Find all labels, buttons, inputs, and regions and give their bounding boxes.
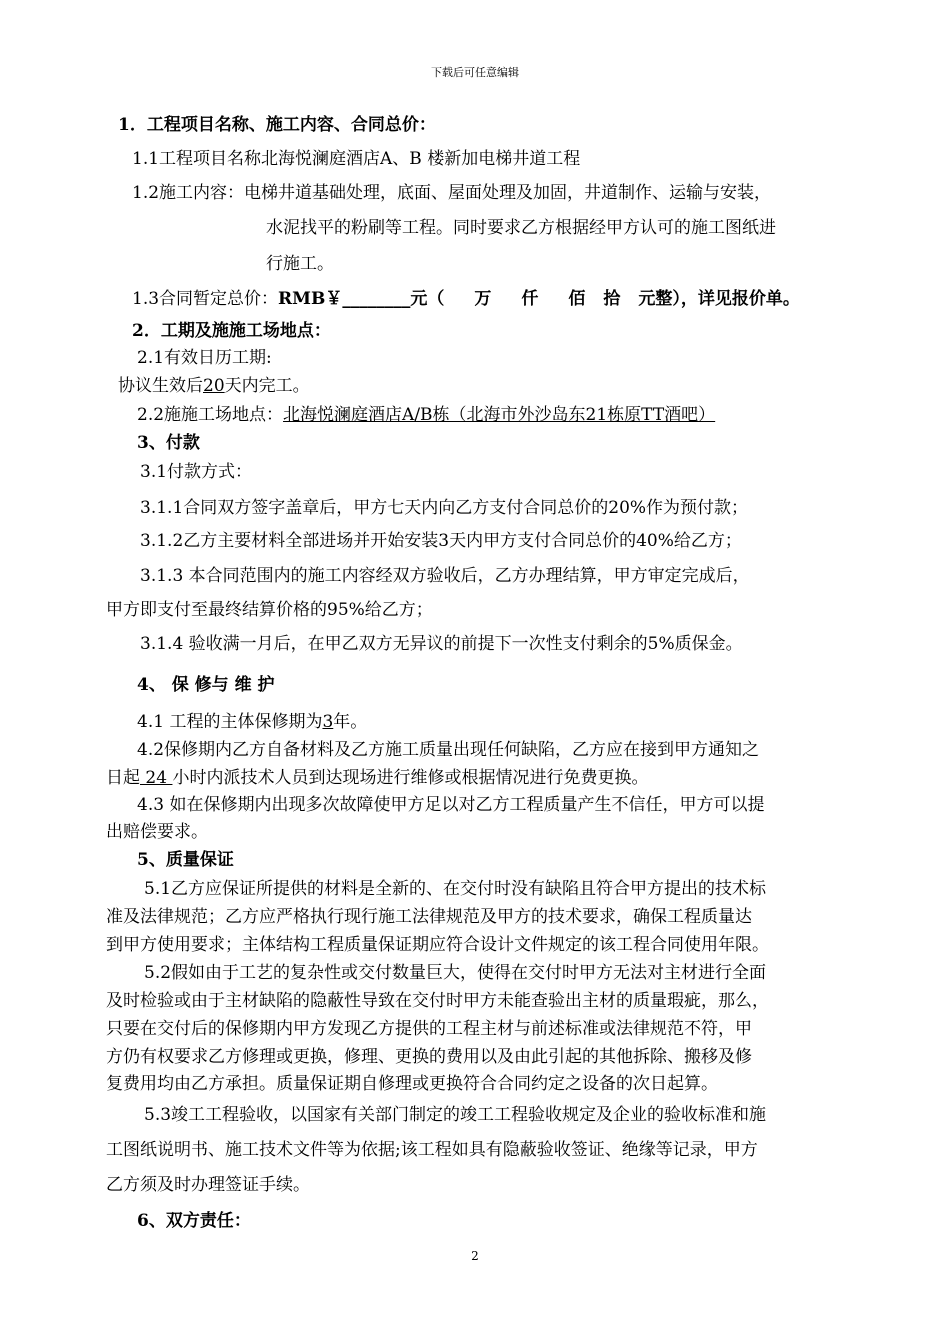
paragraph-1-1: 1.1工程项目名称北海悦澜庭酒店A、B 楼新加电梯井道工程 [132, 149, 581, 169]
paragraph-5-2-line-5: 复费用均由乙方承担。质量保证期自修理或更换符合合同约定之设备的次日起算。 [106, 1074, 718, 1094]
paragraph-5-1-line-3: 到甲方使用要求；主体结构工程质量保证期应符合设计文件规定的该工程合同使用年限。 [106, 935, 769, 955]
paragraph-2-1: 2.1有效日历工期: [137, 348, 272, 368]
paragraph-1-2-line-3: 行施工。 [266, 254, 334, 274]
completion-prefix: 协议生效后 [118, 376, 203, 396]
paragraph-3-1-1: 3.1.1合同双方签字盖章后，甲方七天内向乙方支付合同总价的20%作为预付款； [140, 498, 749, 518]
section-1-heading: 1．工程项目名称、施工内容、合同总价： [118, 115, 436, 135]
paragraph-5-3-line-1: 5.3竣工工程验收，以国家有关部门制定的竣工工程验收规定及企业的验收标准和施 [144, 1105, 767, 1125]
qian-label: 仟 [521, 289, 539, 309]
amount-blank: ________ [342, 289, 411, 309]
paragraph-4-3-line-1: 4.3 如在保修期内出现多次故障使甲方足以对乙方工程质量产生不信任，甲方可以提 [137, 795, 765, 815]
site-location: 北海悦澜庭酒店A/B栋（北海市外沙岛东21栋原TT酒吧） [283, 405, 716, 425]
paragraph-1-3 [132, 287, 800, 311]
paragraph-4-2-line-1: 4.2保修期内乙方自备材料及乙方施工质量出现任何缺陷，乙方应在接到甲方通知之 [137, 740, 760, 760]
paragraph-5-2-line-3: 只要在交付后的保修期内甲方发现乙方提供的工程主材与前述标准或法律规范不符，甲 [106, 1019, 752, 1039]
paragraph-5-3-line-2: 工图纸说明书、施工技术文件等为依据;该工程如具有隐蔽验收签证、绝缘等记录，甲方 [106, 1140, 758, 1160]
wan-label: 万 [474, 289, 492, 309]
paragraph-1-2-line-2: 水泥找平的粉刷等工程。同时要求乙方根据经甲方认可的施工图纸进 [266, 218, 776, 238]
paragraph-2-2 [137, 403, 715, 427]
yuan-zheng-label: 元整），详见报价单。 [638, 289, 800, 309]
paragraph-5-3-line-3: 乙方须及时办理签证手续。 [106, 1175, 310, 1195]
paragraph-5-1-line-1: 5.1乙方应保证所提供的材料是全新的、在交付时没有缺陷且符合甲方提出的技术标 [144, 879, 767, 899]
response-hours: 24 [140, 768, 173, 788]
yuan-label: 元（ [410, 289, 445, 309]
paragraph-3-1-3-line-2: 甲方即支付至最终结算价格的95%给乙方； [106, 600, 433, 620]
response-suffix: 小时内派技术人员到达现场进行维修或根据情况进行免费更换。 [172, 768, 649, 788]
warranty-prefix: 4.1 工程的主体保修期为 [137, 712, 323, 732]
paragraph-5-2-line-1: 5.2假如由于工艺的复杂性或交付数量巨大，使得在交付时甲方无法对主材进行全面 [144, 963, 767, 983]
shi-label: 拾 [603, 289, 621, 309]
paragraph-3-1-2: 3.1.2乙方主要材料全部进场并开始安装3天内甲方支付合同总价的40%给乙方； [140, 531, 742, 551]
site-label: 2.2施施工场地点： [137, 405, 284, 425]
warranty-suffix: 年。 [333, 712, 368, 732]
paragraph-3-1: 3.1付款方式： [140, 462, 253, 482]
currency-label: RMB￥ [278, 289, 343, 309]
section-6-heading: 6、双方责任： [137, 1211, 251, 1231]
paragraph-2-1-detail [118, 374, 310, 398]
section-2-heading: 2．工期及施施工场地点： [132, 321, 331, 341]
response-prefix: 日起 [106, 768, 140, 788]
section-3-heading: 3、付款 [137, 433, 200, 453]
page-number: 2 [471, 1249, 479, 1263]
bai-label: 佰 [568, 289, 586, 309]
paragraph-4-2-line-2 [106, 766, 648, 790]
paragraph-5-2-line-4: 方仍有权要求乙方修理或更换，修理、更换的费用以及由此引起的其他拆除、搬移及修 [106, 1047, 752, 1067]
warranty-years: 3 [322, 712, 334, 732]
paragraph-5-2-line-2: 及时检验或由于主材缺陷的隐蔽性导致在交付时甲方未能查验出主材的质量瑕疵，那么， [106, 991, 769, 1011]
paragraph-5-1-line-2: 准及法律规范；乙方应严格执行现行施工法律规范及甲方的技术要求，确保工程质量达 [106, 907, 752, 927]
paragraph-4-1 [137, 710, 367, 734]
paragraph-3-1-3-line-1: 3.1.3 本合同范围内的施工内容经双方验收后，乙方办理结算，甲方审定完成后， [140, 566, 750, 586]
section-4-heading: 4、 保 修与 维 护 [137, 675, 275, 695]
paragraph-1-2-line-1: 1.2施工内容：电梯井道基础处理，底面、屋面处理及加固，井道制作、运输与安装， [132, 183, 772, 203]
contract-price-label: 1.3合同暂定总价： [132, 289, 279, 309]
page-header: 下载后可任意编辑 [431, 66, 519, 79]
paragraph-4-3-line-2: 出赔偿要求。 [106, 822, 208, 842]
section-5-heading: 5、质量保证 [137, 850, 234, 870]
paragraph-3-1-4: 3.1.4 验收满一月后，在甲乙双方无异议的前提下一次性支付剩余的5%质保金。 [140, 634, 743, 654]
completion-days: 20 [203, 376, 225, 396]
completion-suffix: 天内完工。 [224, 376, 310, 396]
